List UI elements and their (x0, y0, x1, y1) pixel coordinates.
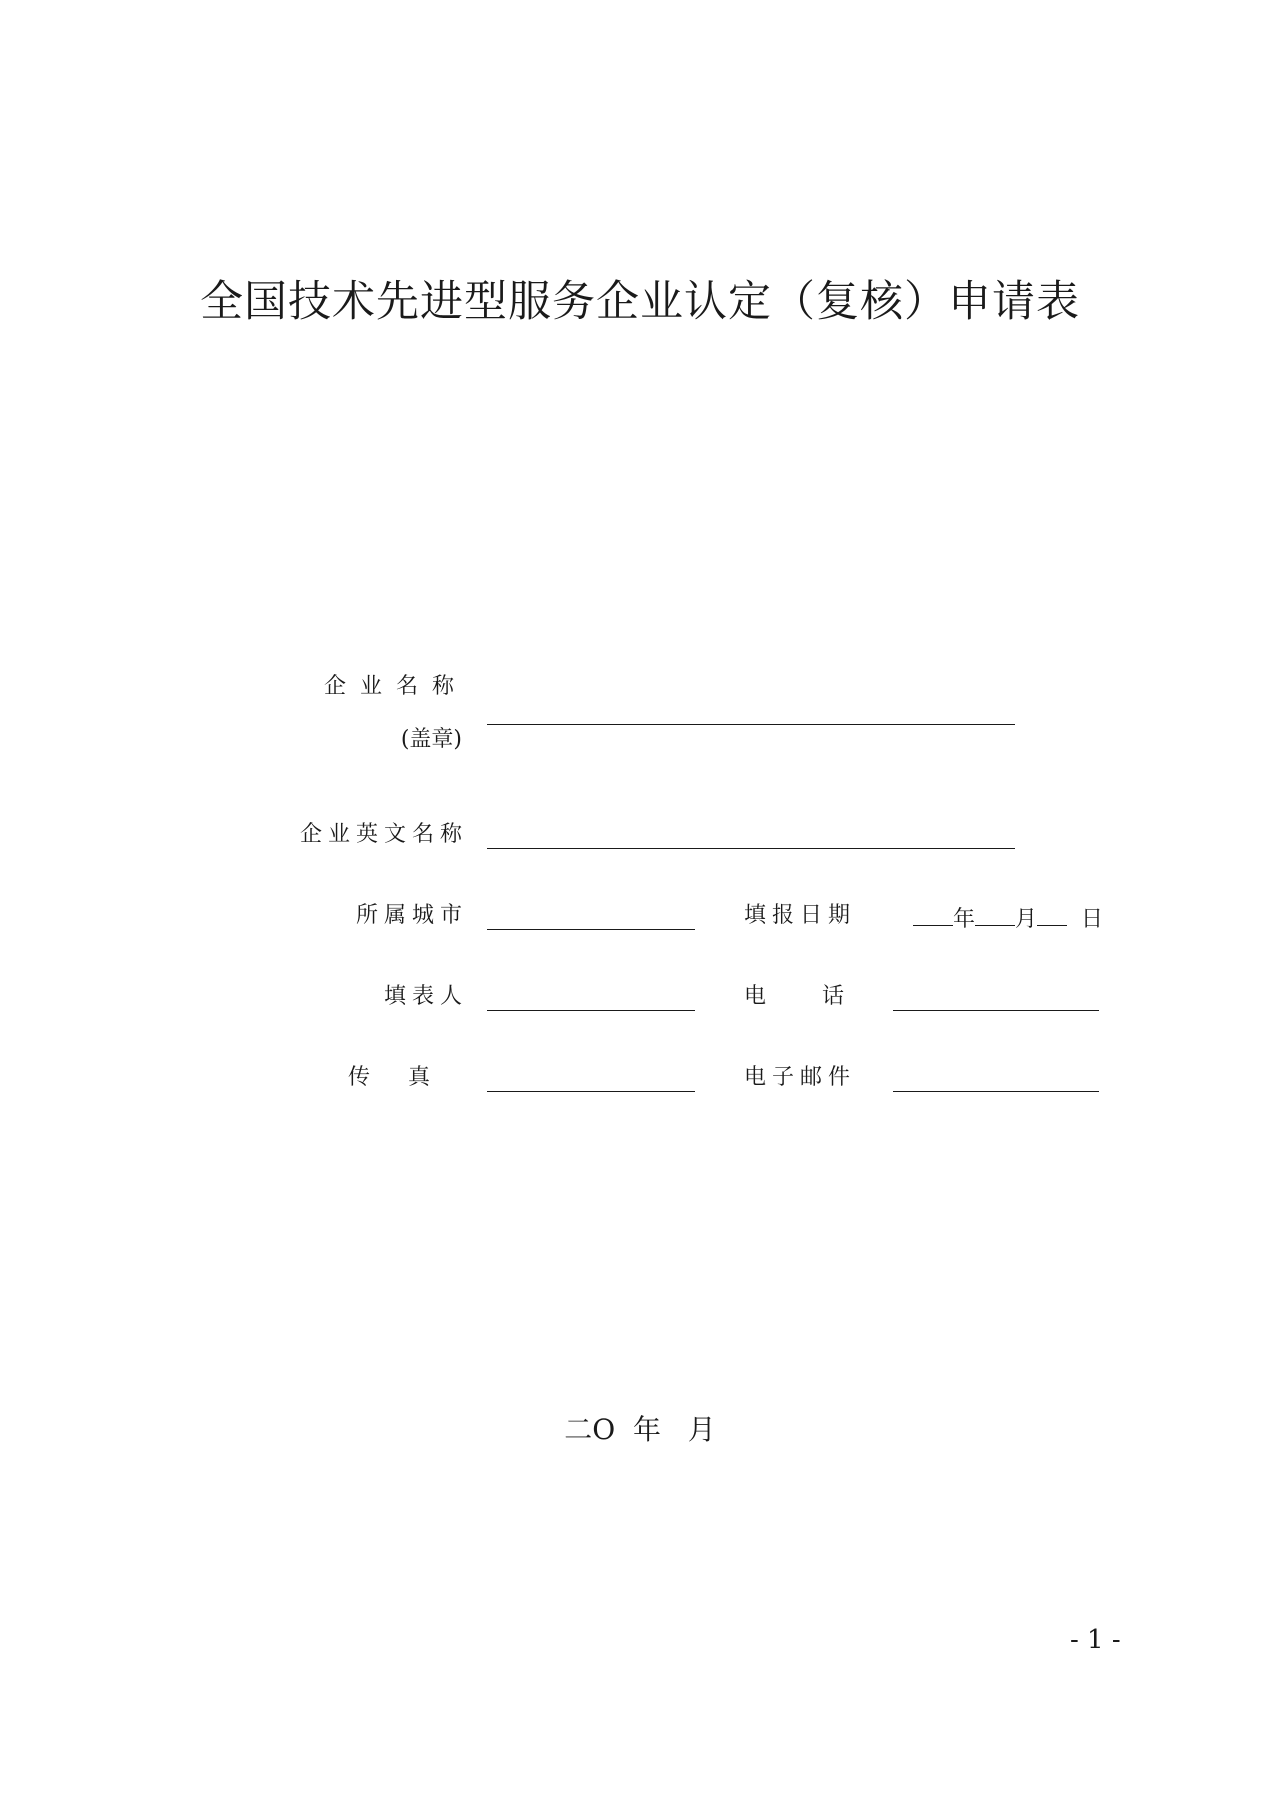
fill-date-label: 填报日期 (744, 903, 857, 928)
phone-label: 电话 (744, 984, 901, 1009)
fill-date-month-unit: 月 (1015, 907, 1038, 932)
company-name-label: 企业名称 (323, 674, 468, 699)
filler-label: 填表人 (383, 984, 468, 1009)
page-number: - 1 - (1070, 1625, 1121, 1655)
seal-label: (盖章) (400, 727, 462, 752)
filler-field[interactable] (487, 1010, 695, 1011)
bottom-date: 二O 年 月 (564, 1413, 716, 1446)
company-english-name-label: 企业英文名称 (300, 822, 469, 847)
document-title: 全国技术先进型服务企业认定（复核）申请表 (200, 277, 1080, 327)
email-field[interactable] (893, 1091, 1099, 1092)
fill-date-year-field[interactable] (913, 901, 953, 926)
city-label: 所属城市 (355, 903, 468, 928)
phone-field[interactable] (893, 1010, 1099, 1011)
company-name-field[interactable] (487, 724, 1015, 725)
fax-field[interactable] (487, 1091, 695, 1092)
fill-date-month-field[interactable] (975, 901, 1015, 926)
city-field[interactable] (487, 929, 695, 930)
company-english-name-field[interactable] (487, 848, 1015, 849)
fill-date-day-field[interactable] (1037, 901, 1067, 926)
fill-date-field (913, 901, 1103, 935)
fill-date-day-unit: 日 (1081, 907, 1104, 932)
fax-label: 传真 (347, 1065, 468, 1090)
email-label: 电子邮件 (744, 1065, 857, 1090)
fill-date-year-unit: 年 (953, 907, 976, 932)
